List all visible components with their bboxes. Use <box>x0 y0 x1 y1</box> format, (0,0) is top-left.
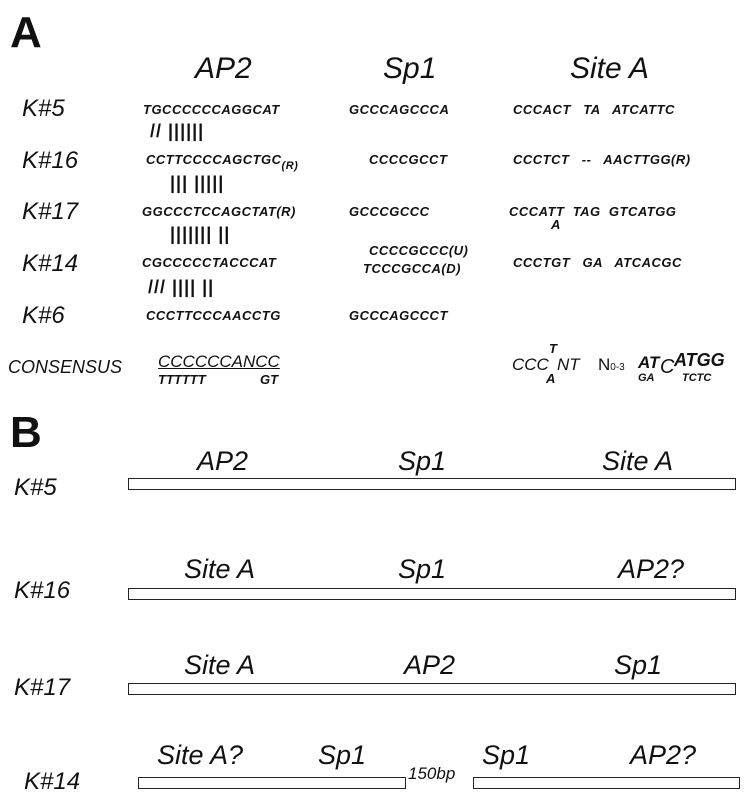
site-a-variant-k17: A <box>551 217 561 232</box>
consensus-ap2-bottom-right: GT <box>260 372 279 387</box>
match-bars-17-14: ||||||| || <box>170 224 231 244</box>
consensus-ap2-bottom: TTTTTT <box>158 372 206 387</box>
row-label-k16: K#16 <box>22 147 79 174</box>
reverse-suffix: (R) <box>276 204 296 219</box>
consensus-site-a-tctc: TCTC <box>682 372 712 384</box>
feature-k5-site-a: Site A <box>602 446 674 476</box>
consensus-site-a-n <box>598 355 625 375</box>
feature-k17-site-a: Site A <box>184 650 256 680</box>
feature-k5-ap2: AP2 <box>197 446 249 476</box>
sp1-sequence-k17: GCCCGCCC <box>349 204 430 219</box>
site-a-sequence-k14: CCCTGT GA ATCACGC <box>513 255 682 270</box>
consensus-site-a-bottom: A <box>546 371 556 386</box>
feature-k16-ap2: AP2? <box>618 554 685 584</box>
feature-k14-sp1-left: Sp1 <box>318 740 367 770</box>
sp1-sequence-k16: CCCCGCCT <box>369 152 448 167</box>
feature-k17-ap2: AP2 <box>404 650 456 680</box>
consensus-label: CONSENSUS <box>8 357 123 377</box>
construct-label-k5: K#5 <box>14 474 57 501</box>
row-label-k5: K#5 <box>22 95 65 122</box>
construct-label-k16: K#16 <box>14 577 71 604</box>
consensus-site-a-ga: GA <box>638 372 655 384</box>
consensus-site-a-c: C <box>660 356 675 378</box>
reverse-suffix: (R) <box>281 160 299 172</box>
panel-a-letter: A <box>10 8 42 57</box>
ap2-sequence-k17-text: GGCCCTCCAGCTAT <box>142 204 277 219</box>
promoter-bar-k16 <box>128 588 736 600</box>
consensus-site-a-top: T <box>549 341 557 356</box>
feature-k14-sp1-right: Sp1 <box>482 740 531 770</box>
consensus-site-a-atgg: ATGG <box>674 350 725 370</box>
sp1-sequence-k14-upstream: CCCCGCCC(U) <box>369 243 469 258</box>
consensus-site-a-ccc: CCC <box>512 355 549 374</box>
ap2-sequence-k17 <box>142 204 296 219</box>
consensus-n: N <box>598 355 611 374</box>
site-a-sequence-k5: CCCACT TA ATCATTC <box>513 102 675 117</box>
ap2-sequence-k14: CGCCCCCTACCCAT <box>142 255 277 270</box>
consensus-site-a-at: AT <box>638 353 660 372</box>
consensus-ap2-top <box>158 352 280 372</box>
gap-length-k14: 150bp <box>408 764 456 783</box>
feature-k14-ap2: AP2? <box>630 740 697 770</box>
feature-k16-site-a: Site A <box>184 554 256 584</box>
sp1-sequence-k5: GCCCAGCCCA <box>349 102 450 117</box>
ap2-sequence-k5: TGCCCCCCAGGCAT <box>143 102 280 117</box>
promoter-bar-k5 <box>128 478 736 490</box>
site-a-sequence-k16: CCCTCT -- AACTTGG(R) <box>513 152 691 167</box>
consensus-site-a-nt: NT <box>557 355 580 374</box>
consensus-n-range: 0-3 <box>610 362 625 373</box>
match-bars-16-17: ||| ||||| <box>170 173 225 193</box>
feature-k5-sp1: Sp1 <box>398 446 447 476</box>
ap2-sequence-k6: CCCTTCCCAACCTG <box>146 308 281 323</box>
column-header-sp1: Sp1 <box>383 52 437 85</box>
promoter-bar-k14-right <box>473 777 740 789</box>
sp1-sequence-k14-downstream: TCCCGCCA(D) <box>363 261 461 276</box>
construct-label-k14: K#14 <box>24 768 81 795</box>
match-bars-5-16: // |||||| <box>150 121 205 141</box>
row-label-k14: K#14 <box>22 250 79 277</box>
consensus-site-a <box>512 340 737 390</box>
feature-k16-sp1: Sp1 <box>398 554 447 584</box>
construct-label-k17: K#17 <box>14 674 71 701</box>
feature-k17-sp1: Sp1 <box>614 650 663 680</box>
panel-b-letter: B <box>10 408 42 457</box>
ap2-sequence-k16-text: CCTTCCCCAGCTGC <box>146 152 282 167</box>
column-header-ap2: AP2 <box>195 52 252 85</box>
column-header-site-a: Site A <box>570 52 649 85</box>
promoter-bar-k14-left <box>138 777 406 789</box>
ap2-sequence-k16 <box>146 152 299 172</box>
feature-k14-site-a: Site A? <box>157 740 244 770</box>
sp1-sequence-k6: GCCCAGCCCT <box>349 308 448 323</box>
row-label-k6: K#6 <box>22 302 65 329</box>
promoter-bar-k17 <box>128 683 736 695</box>
row-label-k17: K#17 <box>22 198 79 225</box>
site-a-sequence-k17: CCCATT TAG GTCATGG <box>509 204 677 219</box>
consensus-ap2-top-text: CCCCCCANCC <box>158 352 280 371</box>
match-bars-14-6: /// |||| || <box>148 277 215 297</box>
